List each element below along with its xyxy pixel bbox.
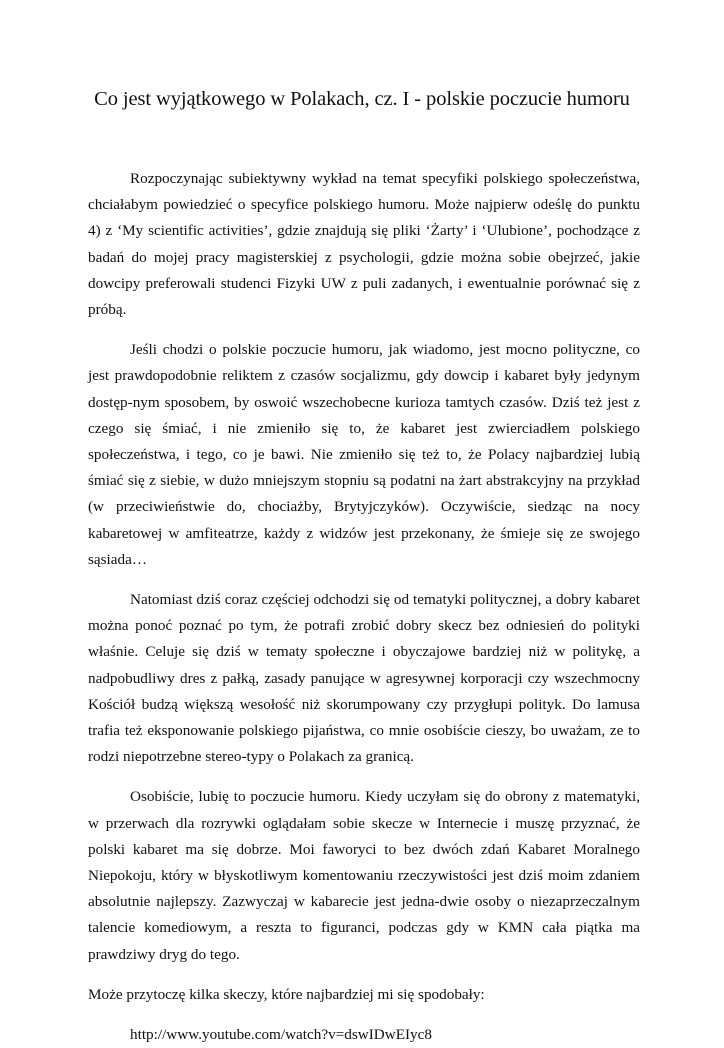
paragraph-personal-opinion: Osobiście, lubię to poczucie humoru. Kiedy uczyłam się do obrony z matematyki, w przerwach dla rozrywki oglądałam sobie skecze w Internecie i muszę przyznać, że polski kabaret ma się dobrze. Moi faworyci to bez dwóch zdań Kabaret Moralnego Niepokoju, który w błyskotliwym komentowaniu rzeczywistości jest dziś moim zdaniem absolutnie najlepszy. Zazwyczaj w kabarecie jest jedna-dwie osoby o niezaprzeczalnym talencie komediowym, a reszta to figuranci, podczas gdy w KMN cała piątka ma prawdziwy dryg do tego.	[88, 788, 640, 963]
document-body	[88, 166, 640, 1048]
paragraph-intro: Rozpoczynając subiektywny wykład na temat specyfiki polskiego społeczeństwa, chciałabym powiedzieć o specyfice polskiego humoru. Może najpierw odeślę do punktu 4) z ‘My scientific activities’, gdzie znajdują się pliki ‘Żarty’ i ‘Ulubione’, pochodzące z badań do mojej pracy magisterskiej z psychologii, gdzie można sobie obejrzeć, jakie dowcipy preferowali studenci Fizyki UW z puli zadanych, i ewentualnie porównać się z próbą.	[88, 170, 640, 319]
document-title: Co jest wyjątkowego w Polakach, cz. I - polskie poczucie humoru	[94, 88, 630, 110]
paragraph-social-topics: Natomiast dziś coraz częściej odchodzi się od tematyki politycznej, a dobry kabaret można ponoć poznać po tym, że potrafi zrobić dobry skecz bez odniesień do polityki właśnie. Celuje się dziś w tematy społeczne i obyczajowe bardziej niż w politykę, a nadpobudliwy dres z pałką, zasady panujące w agresywnej korporacji czy wszechmocny Kościół budzą większą wesołość niż skorumpowany czy przygłupi polityk. Do lamusa trafia też eksponowanie polskiego pijaństwa, co mnie osobiście cieszy, bo uważam, ze to rodzi niepotrzebne stereo-typy o Polakach za granicą.	[88, 591, 640, 766]
paragraph-political-humor: Jeśli chodzi o polskie poczucie humoru, jak wiadomo, jest mocno polityczne, co jest prawdopodobnie reliktem z czasów socjalizmu, gdy dowcip i kabaret były jedynym dostęp-nym sposobem, by oswoić wszechobecne kurioza tamtych czasów. Dziś też jest z czego się śmiać, i nie zmieniło się to, że kabaret jest zwierciadłem polskiego społeczeństwa, i tego, co je bawi. Nie zmieniło się też to, że Polacy najbardziej lubią śmiać się z siebie, w dużo mniejszym stopniu są podatni na żart abstrakcyjny na przykład (w przeciwieństwie do, chociażby, Brytyjczyków). Oczywiście, siedząc na nocy kabaretowej w amfiteatrze, każdy z widzów jest przekonany, że śmieje się ze swojego sąsiada…	[88, 341, 640, 568]
paragraph-closing: Może przytoczę kilka skeczy, które najbardziej mi się spodobały:	[88, 985, 485, 1003]
youtube-link[interactable]: http://www.youtube.com/watch?v=dswIDwEIyc8	[130, 1026, 432, 1044]
